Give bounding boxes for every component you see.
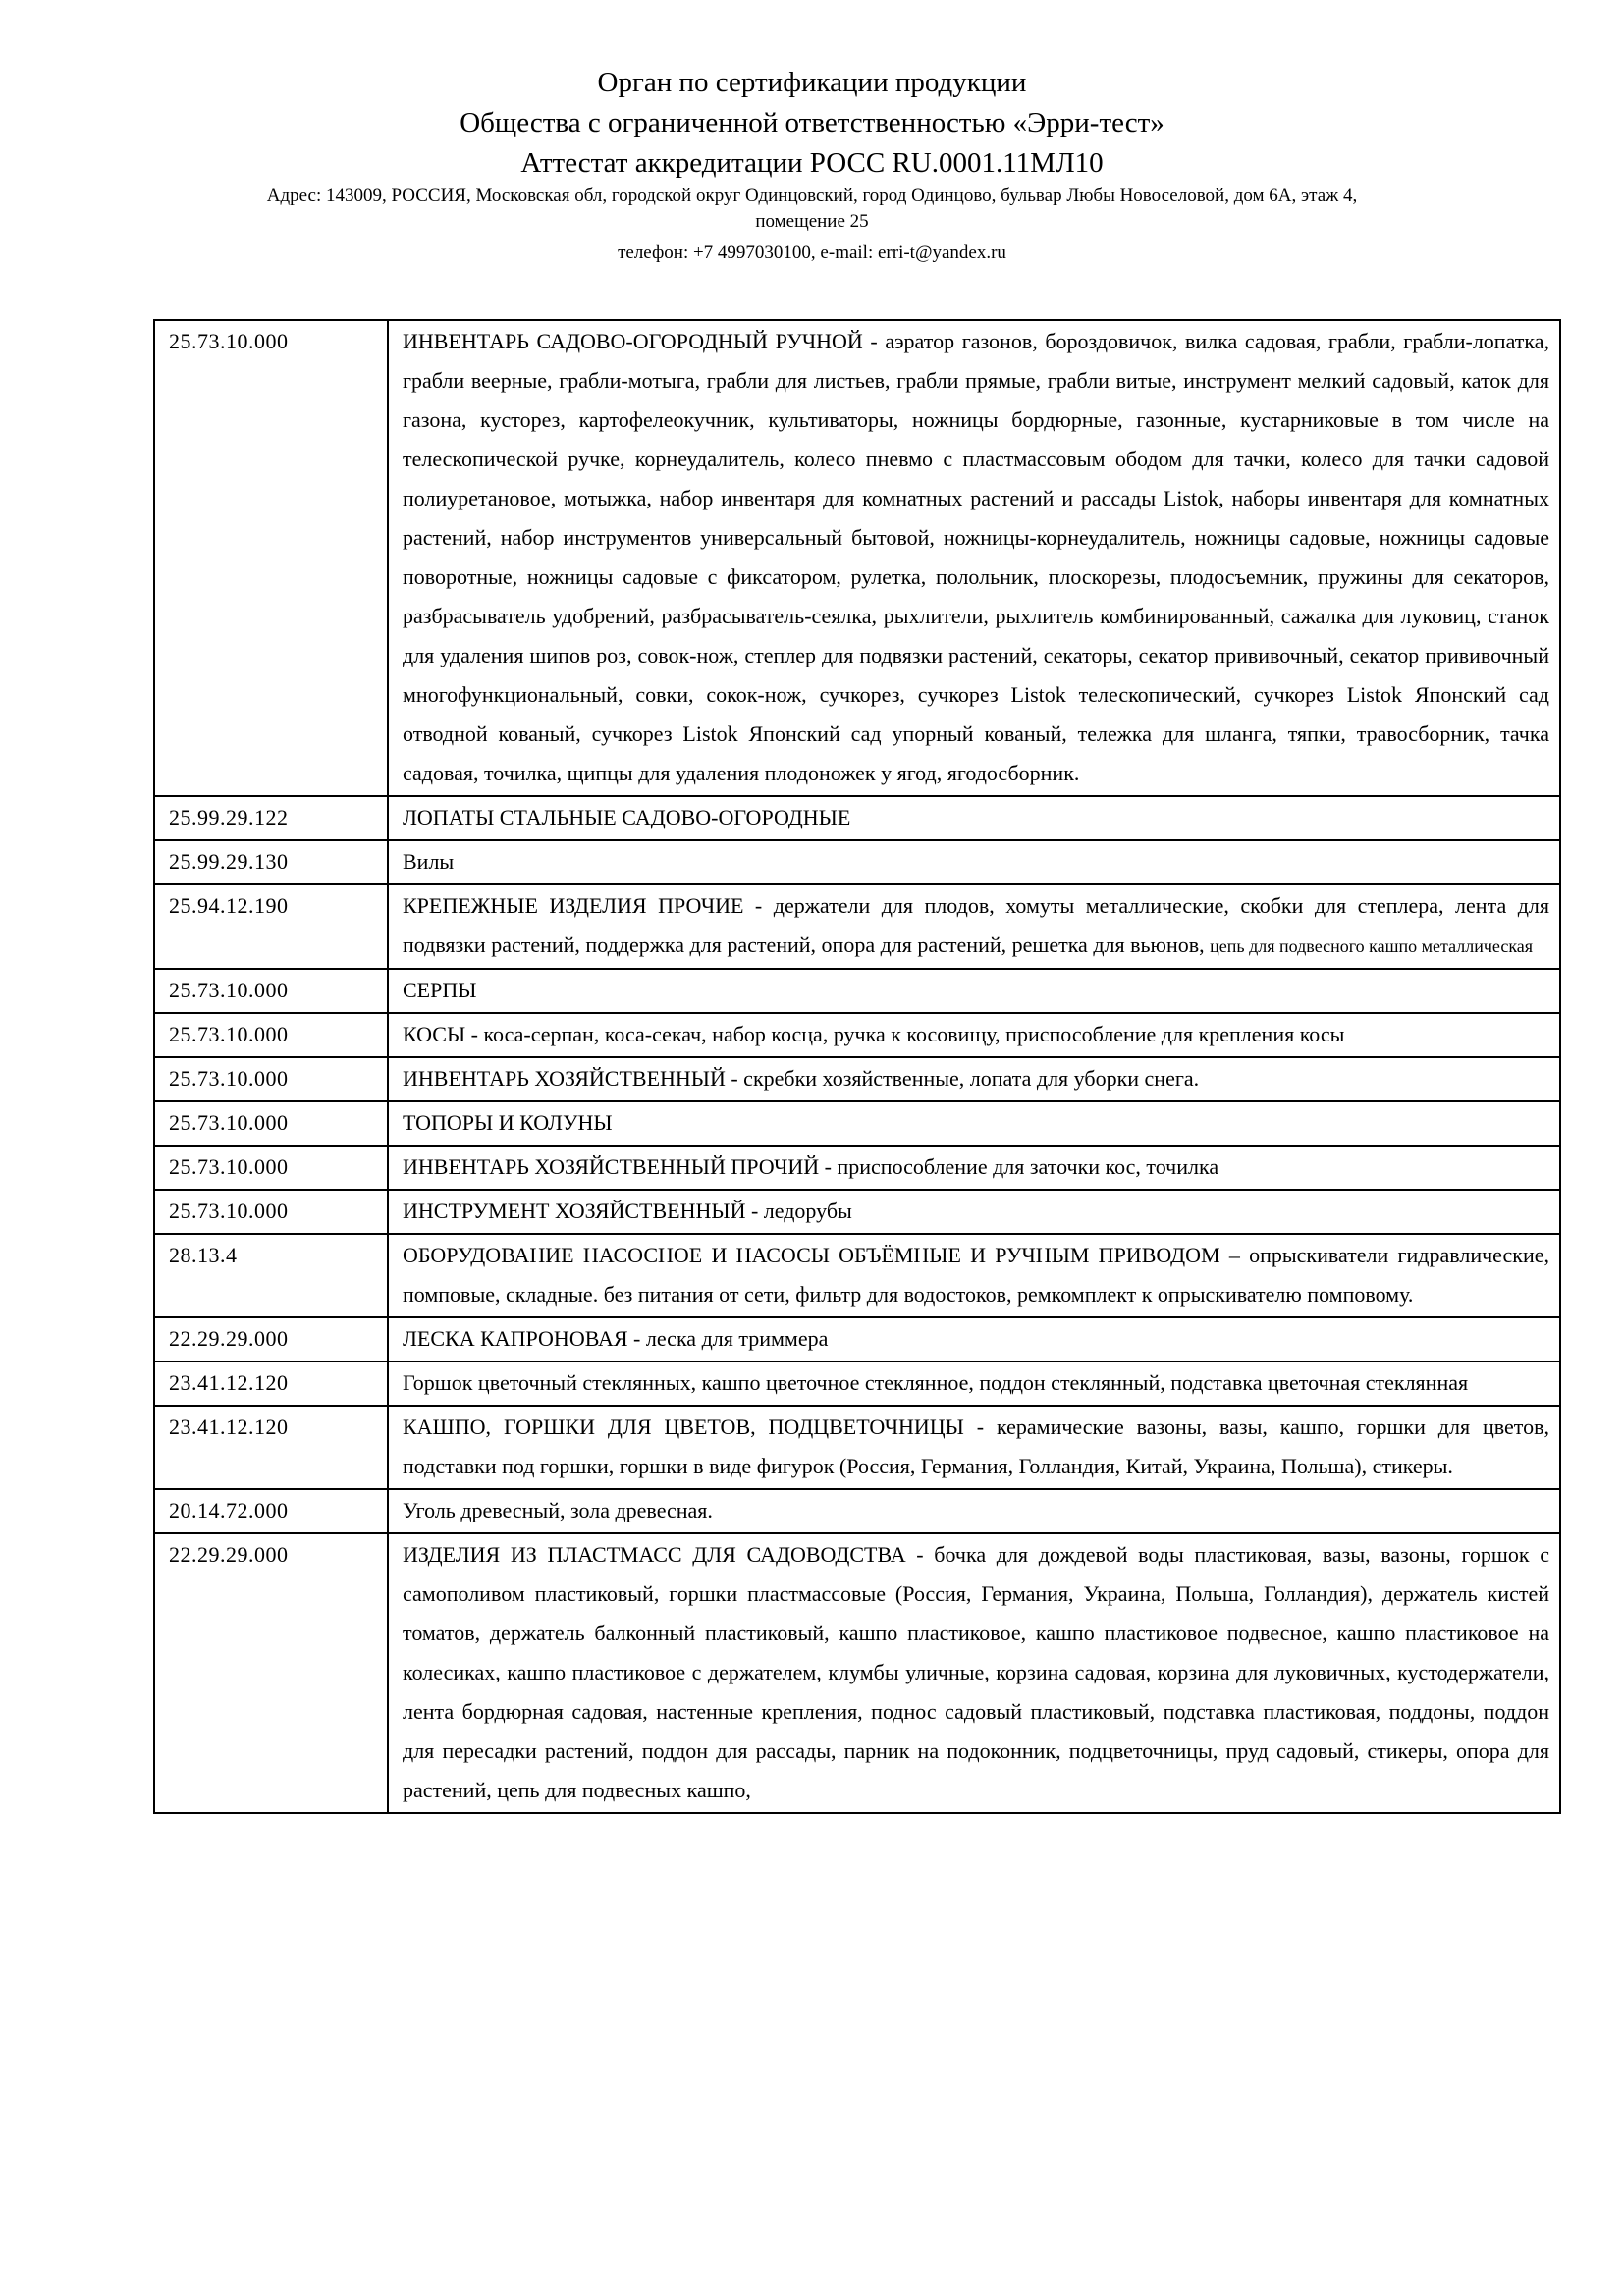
description-segment: Горшок цветочный стеклянных, кашпо цветочное стеклянное, поддон стеклянный, подставка цветочная стеклянная — [403, 1370, 1469, 1395]
row-description — [388, 320, 1560, 796]
description-segment: ИЗДЕЛИЯ ИЗ ПЛАСТМАСС ДЛЯ САДОВОДСТВА - бочка для дождевой воды пластиковая, вазы, вазоны, горшок с самополивом пластиковый, горшки пластмассовые (Россия, Германия, Украина, Польша, Голландия), держатель кистей томатов, держатель балконный пластиковый, кашпо пластиковое, кашпо пластиковое подвесное, кашпо пластиковое на колесиках, кашпо пластиковое с держателем, клумбы уличные, корзина садовая, корзина для луковичных, кустодержатели, лента бордюрная садовая, настенные крепления, поднос садовый пластиковый, подставка пластиковая, поддоны, поддон для пересадки растений, поддон для рассады, парник на подоконник, подцветочницы, пруд садовый, стикеры, опора для растений, цепь для подвесных кашпо, — [403, 1542, 1549, 1802]
table-row — [154, 1057, 1560, 1101]
description-segment: Уголь древесный, зола древесная. — [403, 1498, 713, 1522]
row-code: 25.73.10.000 — [154, 1013, 388, 1057]
table-row — [154, 1146, 1560, 1190]
row-description — [388, 1317, 1560, 1362]
table-row — [154, 969, 1560, 1013]
description-segment: КРЕПЕЖНЫЕ ИЗДЕЛИЯ ПРОЧИЕ - держатели для плодов, хомуты металлические, скобки для степлера, лента для подвязки растений, поддержка для растений, опора для растений, решетка для вьюнов, — [403, 893, 1549, 957]
row-code: 25.73.10.000 — [154, 1146, 388, 1190]
row-code: 25.99.29.130 — [154, 840, 388, 884]
description-segment: ИНВЕНТАРЬ ХОЗЯЙСТВЕННЫЙ ПРОЧИЙ - приспособление для заточки кос, точилка — [403, 1154, 1219, 1179]
row-description — [388, 1190, 1560, 1234]
org-title-line2: Общества с ограниченной ответственностью «Эрри-тест» — [460, 107, 1164, 138]
row-description — [388, 969, 1560, 1013]
table-row — [154, 884, 1560, 969]
table-row — [154, 1013, 1560, 1057]
description-segment: Вилы — [403, 849, 455, 874]
row-description — [388, 1533, 1560, 1813]
table-row — [154, 1190, 1560, 1234]
row-description — [388, 884, 1560, 969]
org-title-line1: Орган по сертификации продукции — [597, 67, 1027, 98]
row-code: 22.29.29.000 — [154, 1317, 388, 1362]
row-description — [388, 1013, 1560, 1057]
address-line2: помещение 25 — [755, 211, 869, 232]
row-code: 25.94.12.190 — [154, 884, 388, 969]
description-segment: ОБОРУДОВАНИЕ НАСОСНОЕ И НАСОСЫ ОБЪЁМНЫЕ И РУЧНЫМ ПРИВОДОМ – опрыскиватели гидравлические, помповые, складные. без питания от сети, фильтр для водостоков, ремкомплект к опрыскивателю помповому. — [403, 1243, 1549, 1307]
description-segment: ИНСТРУМЕНТ ХОЗЯЙСТВЕННЫЙ - ледорубы — [403, 1199, 852, 1223]
description-segment: КАШПО, ГОРШКИ ДЛЯ ЦВЕТОВ, ПОДЦВЕТОЧНИЦЫ - керамические вазоны, вазы, кашпо, горшки для цветов, подставки под горшки, горшки в виде фигурок (Россия, Германия, Голландия, Китай, Украина, Польша), стикеры. — [403, 1415, 1549, 1478]
table-row — [154, 1101, 1560, 1146]
table-row — [154, 1362, 1560, 1406]
row-code: 25.73.10.000 — [154, 320, 388, 796]
table-row — [154, 840, 1560, 884]
row-code: 23.41.12.120 — [154, 1362, 388, 1406]
row-code: 22.29.29.000 — [154, 1533, 388, 1813]
contact-line: телефон: +7 4997030100, e-mail: erri-t@yandex.ru — [618, 242, 1006, 263]
row-code: 20.14.72.000 — [154, 1489, 388, 1533]
table-row — [154, 796, 1560, 840]
row-description — [388, 1489, 1560, 1533]
table-row — [154, 1533, 1560, 1813]
description-segment: ЛОПАТЫ СТАЛЬНЫЕ САДОВО-ОГОРОДНЫЕ — [403, 805, 851, 829]
row-description — [388, 1101, 1560, 1146]
row-code: 25.73.10.000 — [154, 1190, 388, 1234]
table-row — [154, 1489, 1560, 1533]
row-description — [388, 1234, 1560, 1317]
products-table — [153, 319, 1561, 1814]
description-segment: ИНВЕНТАРЬ САДОВО-ОГОРОДНЫЙ РУЧНОЙ - аэратор газонов, бороздовичок, вилка садовая, грабли, грабли-лопатка, грабли веерные, грабли-мотыга, грабли для листьев, грабли прямые, грабли витые, инструмент мелкий садовый, каток для газона, кусторез, картофелеокучник, культиваторы, ножницы бордюрные, газонные, кустарниковые в том числе на телескопической ручке, корнеудалитель, колесо пневмо с пластмассовым ободом для тачки, колесо для тачки садовой полиуретановое, мотыжка, набор инвентаря для комнатных растений и рассады Listok, наборы инвентаря для комнатных растений, набор инструментов универсальный бытовой, ножницы-корнеудалитель, ножницы садовые, ножницы садовые поворотные, ножницы садовые с фиксатором, рулетка, полольник, плоскорезы, плодосъемник, пружины для секаторов, разбрасыватель удобрений, разбрасыватель-сеялка, рыхлители, рыхлитель комбинированный, сажалка для луковиц, станок для удаления шипов роз, совок-нож, степлер для подвязки растений, секаторы, секатор прививочный, секатор прививочный многофункциональный, совки, сокок-нож, сучкорез, сучкорез Listok телескопический, сучкорез Listok Японский сад отводной кованый, сучкорез Listok Японский сад упорный кованый, тележка для шланга, тяпки, травосборник, тачка садовая, точилка, щипцы для удаления плодоножек у ягод, ягодосборник. — [403, 329, 1549, 785]
table-row — [154, 1406, 1560, 1489]
description-segment: КОСЫ - коса-серпан, коса-секач, набор косца, ручка к косовищу, приспособление для крепления косы — [403, 1022, 1345, 1046]
description-segment: СЕРПЫ — [403, 978, 477, 1002]
address-line1: Адрес: 143009, РОССИЯ, Московская обл, городской округ Одинцовский, город Одинцово, бульвар Любы Новоселовой, дом 6А, этаж 4, — [266, 186, 1358, 206]
description-segment-small: цепь для подвесного кашпо металлическая — [1210, 936, 1534, 956]
row-code: 25.73.10.000 — [154, 969, 388, 1013]
products-table-body — [154, 320, 1560, 1813]
row-description — [388, 1406, 1560, 1489]
description-segment: ИНВЕНТАРЬ ХОЗЯЙСТВЕННЫЙ - скребки хозяйственные, лопата для уборки снега. — [403, 1066, 1200, 1091]
row-code: 25.73.10.000 — [154, 1057, 388, 1101]
row-code: 23.41.12.120 — [154, 1406, 388, 1489]
row-code: 28.13.4 — [154, 1234, 388, 1317]
row-code: 25.73.10.000 — [154, 1101, 388, 1146]
description-segment: ЛЕСКА КАПРОНОВАЯ - леска для триммера — [403, 1326, 829, 1351]
row-description — [388, 1146, 1560, 1190]
description-segment: ТОПОРЫ И КОЛУНЫ — [403, 1110, 613, 1135]
table-row — [154, 1234, 1560, 1317]
accreditation-line: Аттестат аккредитации РОСС RU.0001.11МЛ10 — [520, 147, 1104, 179]
row-description — [388, 1362, 1560, 1406]
document-header — [0, 63, 1624, 266]
table-row — [154, 1317, 1560, 1362]
table-row — [154, 320, 1560, 796]
row-description — [388, 840, 1560, 884]
row-code: 25.99.29.122 — [154, 796, 388, 840]
row-description — [388, 1057, 1560, 1101]
row-description — [388, 796, 1560, 840]
